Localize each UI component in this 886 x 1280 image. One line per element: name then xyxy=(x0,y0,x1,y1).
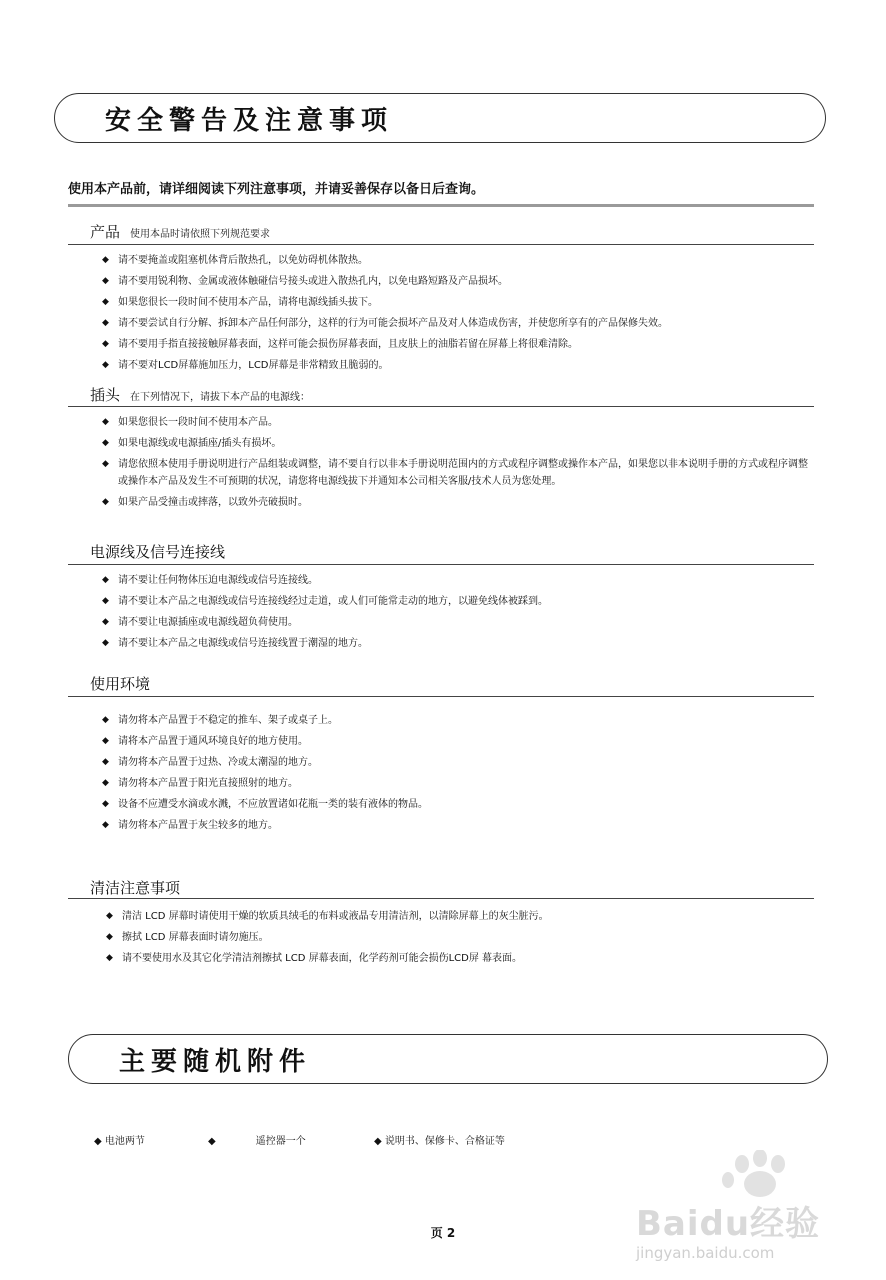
accessories-title: 主要随机附件 xyxy=(119,1047,312,1077)
list-item: ◆ 如果您很长一段时间不使用本产品，请将电源线插头拔下。 xyxy=(102,292,812,313)
diamond-bullet-icon: ◆ xyxy=(94,1136,102,1147)
section-divider xyxy=(68,898,814,899)
diamond-bullet-icon: ◆ xyxy=(102,339,109,349)
diamond-bullet-icon: ◆ xyxy=(102,757,109,767)
section-title-plug xyxy=(90,385,310,408)
diamond-bullet-icon: ◆ xyxy=(106,932,113,942)
safety-header-box xyxy=(54,93,826,143)
list-item: ◆ 请勿将本产品置于不稳定的推车、架子或桌子上。 xyxy=(102,710,812,731)
diamond-bullet-icon: ◆ xyxy=(106,911,113,921)
section-heading: 插头 xyxy=(90,386,121,404)
section-title-product xyxy=(90,222,270,245)
watermark-brand: Baidu经验 xyxy=(636,1204,821,1244)
diamond-bullet-icon: ◆ xyxy=(102,297,109,307)
diamond-bullet-icon: ◆ xyxy=(102,617,109,627)
watermark-url: jingyan.baidu.com xyxy=(636,1244,775,1262)
section-divider xyxy=(68,696,814,697)
list-item: ◆ 请勿将本产品置于阳光直接照射的地方。 xyxy=(102,773,812,794)
list-item: ◆ 请不要让电源插座或电源线超负荷使用。 xyxy=(102,612,812,633)
environment-list xyxy=(102,710,812,836)
diamond-bullet-icon: ◆ xyxy=(102,575,109,585)
list-item: ◆ 请不要用锐利物、金属或液体触碰信号接头或进入散热孔内，以免电路短路及产品损坏。 xyxy=(102,271,812,292)
accessory-item: ◆ 说明书、保修卡、合格证等 xyxy=(374,1136,505,1147)
diamond-bullet-icon: ◆ xyxy=(102,497,109,507)
list-item: ◆ 请不要使用水及其它化学清洁剂擦拭 LCD 屏幕表面，化学药剂可能会损伤LCD屏 幕表面。 xyxy=(106,948,816,969)
intro-text: 使用本产品前，请详细阅读下列注意事项，并请妥善保存以备日后查询。 xyxy=(68,182,485,197)
accessory-item: ◆ 电池两节 xyxy=(94,1136,145,1147)
accessories-header-box xyxy=(68,1034,828,1084)
section-title-cleaning xyxy=(90,878,180,898)
list-item: ◆ 请将本产品置于通风环境良好的地方使用。 xyxy=(102,731,812,752)
diamond-bullet-icon: ◆ xyxy=(102,820,109,830)
section-divider xyxy=(68,564,814,565)
diamond-bullet-icon: ◆ xyxy=(102,459,109,469)
diamond-bullet-icon: ◆ xyxy=(102,799,109,809)
list-item: ◆ 请您依照本使用手册说明进行产品组装或调整，请不要自行以非本手册说明范围内的方式或程序调整或操作本产品，如果您以非本说明手册的方式或程序调整或操作本产品及发生不可预期的状况，请您将电源线拔下并通知本公司相关客服/技术人员为您处理。 xyxy=(102,454,812,492)
diamond-bullet-icon: ◆ xyxy=(102,715,109,725)
section-divider xyxy=(68,406,814,407)
list-item: ◆ 擦拭 LCD 屏幕表面时请勿施压。 xyxy=(106,927,816,948)
list-item: ◆ 清洁 LCD 屏幕时请使用干燥的软质具绒毛的布料或液晶专用清洁剂，以清除屏幕上的灰尘脏污。 xyxy=(106,906,816,927)
section-heading: 清洁注意事项 xyxy=(90,879,181,897)
accessories-list xyxy=(94,1132,794,1152)
safety-title: 安全警告及注意事项 xyxy=(105,106,394,136)
list-item: ◆ 设备不应遭受水滴或水溅，不应放置诸如花瓶一类的装有液体的物品。 xyxy=(102,794,812,815)
diamond-bullet-icon: ◆ xyxy=(102,255,109,265)
list-item: ◆ 请不要让本产品之电源线或信号连接线置于潮湿的地方。 xyxy=(102,633,812,654)
diamond-bullet-icon: ◆ xyxy=(102,778,109,788)
list-item: ◆ 请勿将本产品置于灰尘较多的地方。 xyxy=(102,815,812,836)
section-subtitle: 使用本品时请依照下列规范要求 xyxy=(130,229,271,240)
page-number: 页 2 xyxy=(430,1226,456,1240)
section-heading: 产品 xyxy=(90,223,121,241)
diamond-bullet-icon: ◆ xyxy=(374,1136,382,1147)
section-title-cables xyxy=(90,542,225,562)
accessory-item: ◆ 遥控器一个 xyxy=(208,1136,306,1147)
plug-list xyxy=(102,412,812,513)
list-item: ◆ 请勿将本产品置于过热、冷或太潮湿的地方。 xyxy=(102,752,812,773)
list-item: ◆ 如果您很长一段时间不使用本产品。 xyxy=(102,412,812,433)
list-item: ◆ 请不要用手指直接接触屏幕表面，这样可能会损伤屏幕表面，且皮肤上的油脂若留在屏幕上将很难清除。 xyxy=(102,334,812,355)
section-heading: 使用环境 xyxy=(90,675,151,693)
diamond-bullet-icon: ◆ xyxy=(102,276,109,286)
diamond-bullet-icon: ◆ xyxy=(208,1136,216,1147)
cleaning-list xyxy=(106,906,816,969)
intro-divider xyxy=(68,204,814,207)
list-item: ◆ 请不要让任何物体压迫电源线或信号连接线。 xyxy=(102,570,812,591)
diamond-bullet-icon: ◆ xyxy=(106,953,113,963)
product-list xyxy=(102,250,812,376)
diamond-bullet-icon: ◆ xyxy=(102,596,109,606)
list-item: ◆ 请不要对LCD屏幕施加压力，LCD屏幕是非常精致且脆弱的。 xyxy=(102,355,812,376)
diamond-bullet-icon: ◆ xyxy=(102,360,109,370)
section-title-environment xyxy=(90,674,150,694)
list-item: ◆ 如果产品受撞击或摔落，以致外壳破损时。 xyxy=(102,492,812,513)
section-heading: 电源线及信号连接线 xyxy=(90,543,226,561)
list-item: ◆ 如果电源线或电源插座/插头有损坏。 xyxy=(102,433,812,454)
section-subtitle: 在下列情况下，请拔下本产品的电源线： xyxy=(130,392,311,403)
list-item: ◆ 请不要让本产品之电源线或信号连接线经过走道，或人们可能常走动的地方，以避免线体被踩到。 xyxy=(102,591,812,612)
list-item: ◆ 请不要掩盖或阻塞机体背后散热孔，以免妨碍机体散热。 xyxy=(102,250,812,271)
cables-list xyxy=(102,570,812,654)
diamond-bullet-icon: ◆ xyxy=(102,417,109,427)
diamond-bullet-icon: ◆ xyxy=(102,318,109,328)
diamond-bullet-icon: ◆ xyxy=(102,638,109,648)
list-item: ◆ 请不要尝试自行分解、拆卸本产品任何部分，这样的行为可能会损坏产品及对人体造成伤害，并使您所享有的产品保修失效。 xyxy=(102,313,812,334)
diamond-bullet-icon: ◆ xyxy=(102,438,109,448)
diamond-bullet-icon: ◆ xyxy=(102,736,109,746)
section-divider xyxy=(68,244,814,245)
